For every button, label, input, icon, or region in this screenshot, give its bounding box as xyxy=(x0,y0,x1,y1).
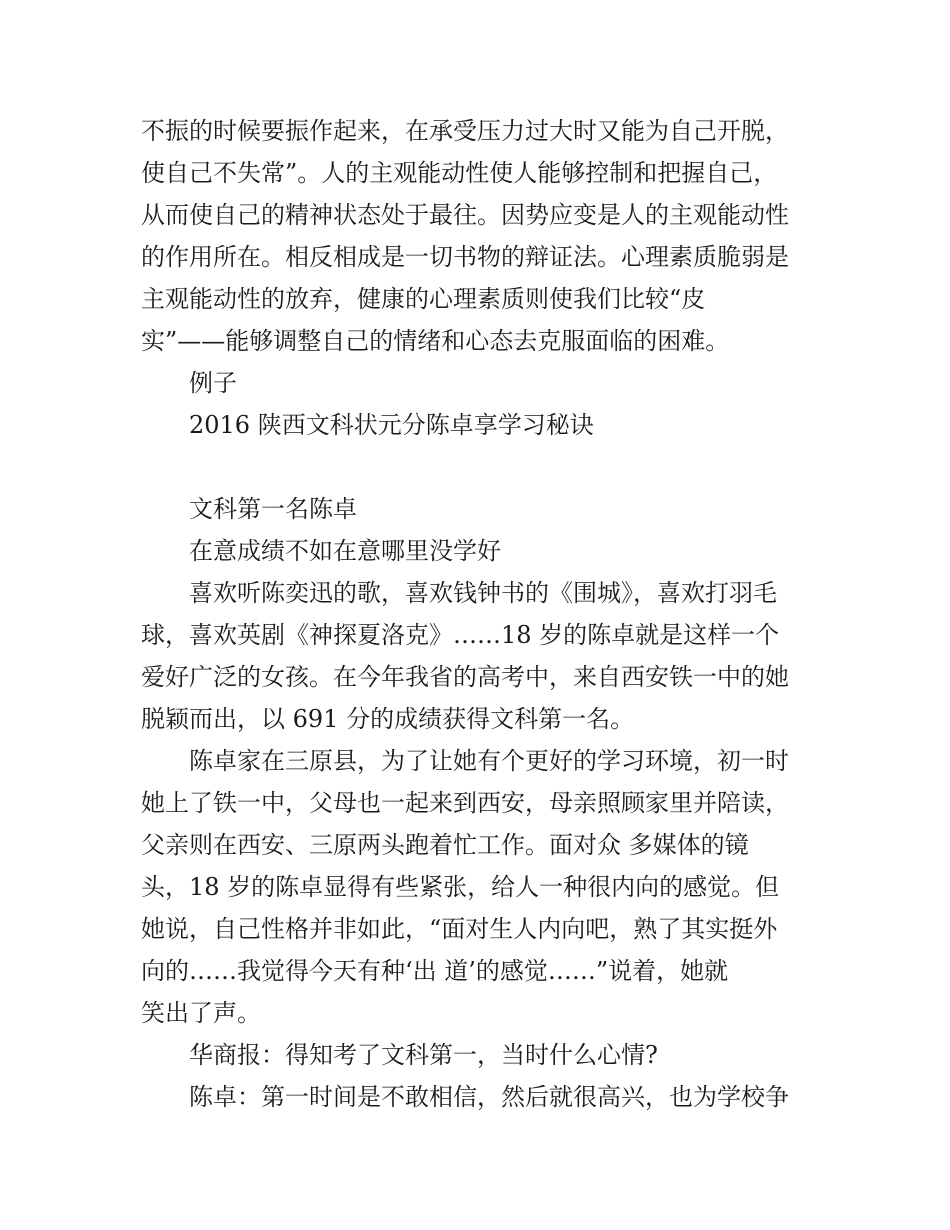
article-headline: 2016 陕西文科状元分陈卓享学习秘诀 xyxy=(189,411,594,439)
interview-answer: 陈卓：第一时间是不敢相信，然后就很高兴，也为学校争 xyxy=(189,1083,789,1111)
text-line: 爱好广泛的女孩。在今年我省的高考中，来自西安铁一中的她 xyxy=(141,663,789,691)
text-line: 头，18 岁的陈卓显得有些紧张，给人一种很内向的感觉。但 xyxy=(141,873,780,901)
text-line: 从而使自己的精神状态处于最往。因势应变是人的主观能动性 xyxy=(141,201,789,229)
text-line: 不振的时候要振作起来，在承受压力过大时又能为自己开脱， xyxy=(141,117,789,145)
text-line: 实”——能够调整自己的情绪和心态去克服面临的困难。 xyxy=(141,327,730,355)
text-line: 脱颖而出，以 691 分的成绩获得文科第一名。 xyxy=(141,705,635,733)
text-line: 喜欢听陈奕迅的歌，喜欢钱钟书的《围城》，喜欢打羽毛 xyxy=(189,579,777,607)
body-text xyxy=(141,110,821,1118)
text-line: 陈卓家在三原县，为了让她有个更好的学习环境，初一时 xyxy=(189,747,789,775)
text-line: 向的……我觉得今天有种‘出 道’的感觉……”说着，她就 xyxy=(141,957,729,985)
text-line: 主观能动性的放弃，健康的心理素质则使我们比较“皮 xyxy=(141,285,706,313)
text-line: 她说，自己性格并非如此，“面对生人内向吧，熟了其实挺外 xyxy=(141,915,778,943)
interview-question: 华商报：得知考了文科第一，当时什么心情? xyxy=(189,1041,658,1069)
blank-line xyxy=(141,446,821,488)
text-line: 球，喜欢英剧《神探夏洛克》……18 岁的陈卓就是这样一个 xyxy=(141,621,780,649)
subheading-quote: 在意成绩不如在意哪里没学好 xyxy=(189,537,501,565)
text-line: 她上了铁一中，父母也一起来到西安，母亲照顾家里并陪读， xyxy=(141,789,789,817)
example-label: 例子 xyxy=(189,369,237,397)
text-line: 使自己不失常”。人的主观能动性使人能够控制和把握自己， xyxy=(141,159,778,187)
text-line: 笑出了声。 xyxy=(141,999,261,1027)
text-line: 父亲则在西安、三原两头跑着忙工作。面对众 多媒体的镜 xyxy=(141,831,749,859)
text-line: 的作用所在。相反相成是一切书物的辩证法。心理素质脆弱是 xyxy=(141,243,789,271)
subheading-first-place: 文科第一名陈卓 xyxy=(189,495,357,523)
